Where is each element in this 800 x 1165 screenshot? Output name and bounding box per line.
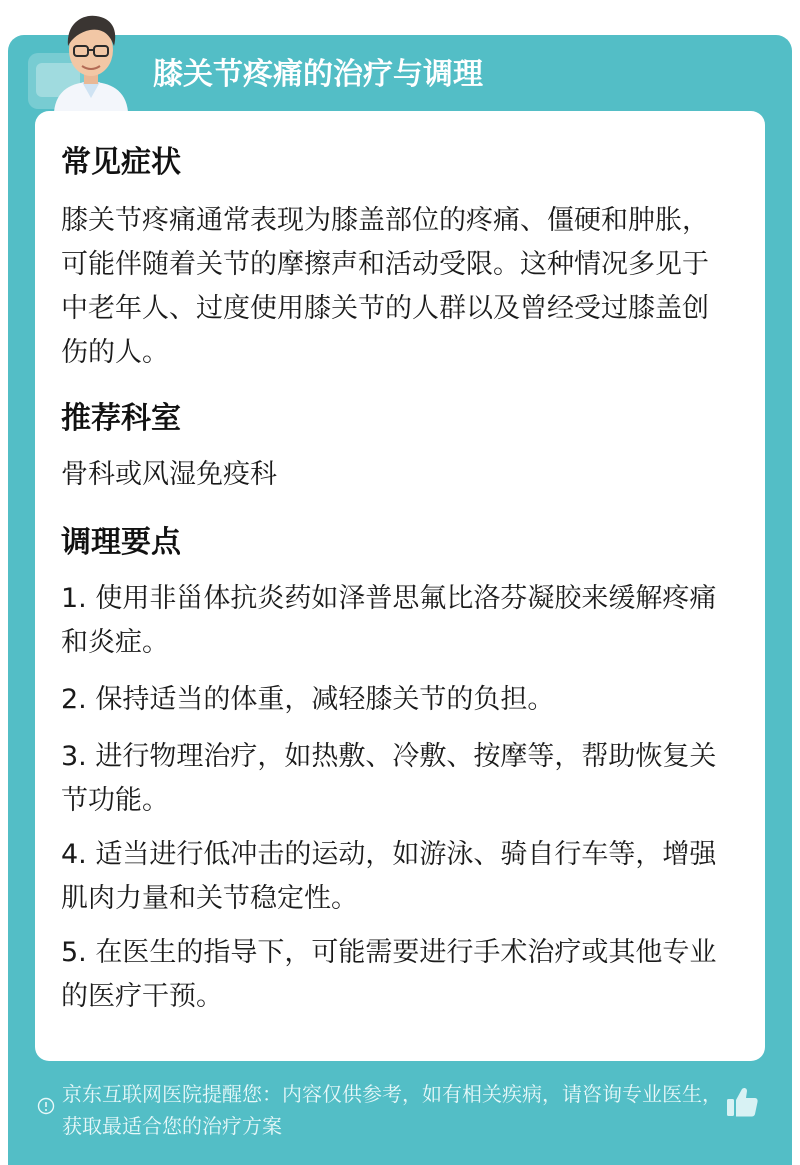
- care-item: 2. 保持适当的体重，减轻膝关节的负担。: [61, 684, 555, 715]
- section-heading-care: 调理要点: [61, 525, 181, 560]
- doctor-avatar: [46, 8, 136, 112]
- care-item: 3. 进行物理治疗，如热敷、冷敷、按摩等，帮助恢复关节功能。: [61, 741, 717, 816]
- page-title: 膝关节疼痛的治疗与调理: [153, 57, 483, 92]
- care-item: 5. 在医生的指导下，可能需要进行手术治疗或其他专业的医疗干预。: [61, 937, 717, 1012]
- info-icon: [37, 1097, 55, 1115]
- section-heading-symptoms: 常见症状: [61, 145, 181, 180]
- section-heading-department: 推荐科室: [61, 401, 181, 436]
- care-item: 1. 使用非甾体抗炎药如泽普思氟比洛芬凝胶来缓解疼痛和炎症。: [61, 583, 717, 658]
- footer-notice: 京东互联网医院提醒您：内容仅供参考，如有相关疾病，请咨询专业医生，获取最适合您的治疗方案: [62, 1082, 722, 1138]
- symptoms-text: 膝关节疼痛通常表现为膝盖部位的疼痛、僵硬和肿胀，可能伴随着关节的摩擦声和活动受限。这种情况多见于中老年人、过度使用膝关节的人群以及曾经受过膝盖创伤的人。: [61, 205, 709, 368]
- care-item: 4. 适当进行低冲击的运动，如游泳、骑自行车等，增强肌肉力量和关节稳定性。: [61, 839, 717, 914]
- thumbs-up-icon[interactable]: [724, 1084, 760, 1120]
- department-text: 骨科或风湿免疫科: [61, 459, 277, 490]
- content-card: [35, 111, 765, 1061]
